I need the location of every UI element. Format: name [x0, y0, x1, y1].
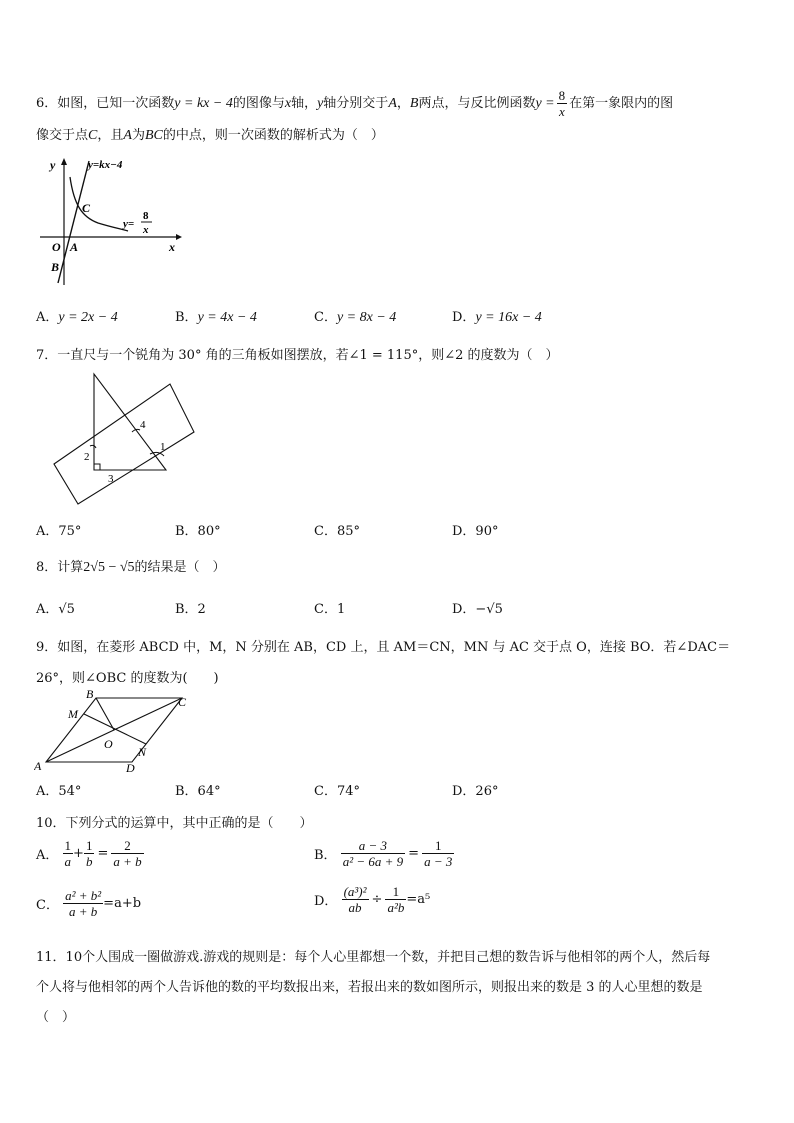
divide-sign: ÷ — [371, 892, 383, 907]
linear-function-line — [58, 161, 89, 283]
q8-text: 8．计算 — [36, 560, 84, 575]
q10-option-b[interactable] — [314, 838, 454, 869]
angle-2-arc — [90, 445, 96, 448]
q6-text: ， — [396, 96, 410, 111]
frac-den: a + b — [113, 854, 142, 869]
option-label: C． — [36, 898, 59, 913]
q8-option-a[interactable]: A．√5 — [36, 602, 75, 617]
plus-sign: + — [73, 846, 84, 861]
frac-den: b — [85, 854, 93, 869]
label-c: C — [178, 695, 187, 709]
q8-expression: 2√5 − √5 — [83, 560, 135, 575]
q6-graph-figure — [36, 155, 186, 290]
x-axis-arrow — [176, 234, 182, 240]
label-a: A — [34, 759, 42, 773]
q6-text: 像交于点 — [36, 128, 89, 143]
label-d: D — [126, 761, 135, 775]
q6-point-c: C — [88, 128, 98, 143]
q11-question-line2: 个人将与他相邻的两个人告诉他的数的平均数报出来，若报出来的数如图所示，则报出来的数是 3 的人心里想的数是 — [36, 980, 703, 995]
q9-question-line2: 26°，则∠OBC 的度数为( ) — [36, 671, 219, 686]
q9-option-d[interactable]: D．26° — [452, 784, 499, 799]
frac-num: a² + b² — [65, 888, 102, 903]
frac-den: a²b — [387, 900, 405, 915]
equals-sign: = — [408, 846, 420, 861]
frac-num: 8 — [558, 88, 566, 103]
q6-option-a[interactable] — [36, 306, 118, 326]
label-x: x — [169, 240, 175, 254]
q11-question-line3: （ ） — [36, 1010, 76, 1025]
option-label: B． — [314, 848, 337, 863]
frac-2-over-ab — [111, 838, 143, 869]
q7-question: 7．一直尺与一个锐角为 30° 角的三角板如图摆放，若∠1 = 115°，则∠2 的度数为（ ） — [36, 348, 559, 363]
q9-option-b[interactable]: B．64° — [175, 784, 221, 799]
q6-y: y — [317, 96, 324, 111]
q6-text: 6．如图，已知一次函数 — [36, 96, 175, 111]
q7-option-c[interactable]: C．85° — [314, 524, 360, 539]
label-o: O — [104, 737, 113, 751]
q8-option-d[interactable]: D．−√5 — [452, 602, 503, 617]
q6-inverse-fraction — [557, 88, 568, 119]
q7-option-d[interactable]: D．90° — [452, 524, 499, 539]
q9-rhombus-figure — [34, 686, 204, 776]
frac-lhs — [341, 838, 405, 869]
q7-option-a[interactable]: A．75° — [36, 524, 82, 539]
option-label: A． — [36, 310, 59, 325]
label-b: B — [86, 687, 94, 701]
equals-sign: = — [97, 846, 109, 861]
option-value: y = 8x − 4 — [336, 310, 397, 325]
label-c: C — [82, 201, 91, 215]
q6-line1 — [36, 88, 673, 119]
q6-text: 在第一象限内的图 — [569, 96, 674, 111]
frac-num: 1 — [385, 884, 406, 900]
frac-lhs — [342, 884, 369, 915]
q6-point-a: A — [388, 96, 397, 111]
q9-option-c[interactable]: C．74° — [314, 784, 360, 799]
q10-option-c[interactable] — [36, 888, 141, 919]
frac-num: 1 — [422, 838, 454, 854]
frac-den: a — [64, 854, 72, 869]
label-line: y=kx−4 — [88, 159, 123, 171]
label-curve-y: y= — [123, 218, 135, 230]
frac-num: 1 — [64, 838, 72, 853]
frac-num: 2 — [111, 838, 143, 854]
q7-ruler-triangle-figure — [50, 368, 200, 508]
q6-inverse-y: y = — [535, 96, 555, 111]
option-value: y = 2x − 4 — [58, 310, 118, 325]
q6-text: 的中点，则一次函数的解析式为（ ） — [162, 128, 384, 143]
q6-x: x — [284, 96, 292, 111]
q6-text: ，且 — [97, 128, 124, 143]
q11-question-line1: 11．10个人围成一圈做游戏.游戏的规则是：每个人心里都想一个数，并把目己想的数告诉与他相邻的两个人，然后每 — [36, 950, 711, 965]
ruler — [54, 384, 194, 504]
q9-question-line1: 9．如图，在菱形 ABCD 中，M，N 分别在 AB，CD 上，且 AM＝CN，MN 与 AC 交于点 O，连接 BO．若∠DAC＝ — [36, 640, 731, 655]
option-label: D． — [314, 894, 338, 909]
q8-text: 的结果是（ ） — [134, 560, 226, 575]
option-label: C． — [314, 310, 337, 325]
q10-option-d[interactable] — [314, 884, 430, 915]
label-a: A — [70, 240, 79, 254]
q8-option-b[interactable]: B．2 — [175, 602, 206, 617]
q6-text: 的图像与 — [232, 96, 285, 111]
q6-option-b[interactable] — [175, 306, 257, 326]
rhs-text: =a+b — [103, 896, 142, 911]
q6-text: 两点，与反比例函数 — [418, 96, 536, 111]
frac-1-over-a — [63, 838, 74, 869]
frac-rhs — [422, 838, 454, 869]
q6-option-d[interactable] — [452, 306, 542, 326]
segment-bo — [96, 698, 114, 730]
label-n: N — [138, 745, 147, 759]
label-1: 1 — [160, 441, 166, 453]
frac-den: a − 3 — [424, 854, 453, 869]
option-label: A． — [36, 848, 59, 863]
label-o: O — [52, 240, 61, 254]
option-value: y = 16x − 4 — [475, 310, 542, 325]
frac-den: a + b — [68, 904, 98, 919]
q6-point-a: A — [123, 128, 132, 143]
frac-num: 1 — [85, 838, 93, 853]
q6-text: 轴， — [291, 96, 318, 111]
y-axis-arrow — [61, 158, 67, 165]
q6-point-b: B — [409, 96, 419, 111]
label-2: 2 — [84, 451, 90, 463]
q7-option-b[interactable]: B．80° — [175, 524, 221, 539]
label-curve-den: x — [143, 224, 149, 236]
rhs-text: =a⁵ — [406, 892, 431, 907]
q6-option-c[interactable] — [314, 306, 396, 326]
q6-function: y = kx − 4 — [174, 96, 233, 111]
label-b: B — [51, 260, 60, 274]
q10-question: 10．下列分式的运算中，其中正确的是（ ） — [36, 816, 313, 831]
label-curve-num: 8 — [143, 210, 149, 222]
q10-option-a[interactable] — [36, 838, 144, 869]
q9-option-a[interactable]: A．54° — [36, 784, 82, 799]
q6-text: 轴分别交于 — [323, 96, 389, 111]
label-y: y — [50, 158, 56, 172]
frac-rhs — [385, 884, 406, 915]
q6-line2 — [36, 124, 384, 144]
label-4: 4 — [140, 419, 146, 431]
frac-num: (a³)² — [343, 884, 367, 899]
frac-den: a² − 6a + 9 — [342, 854, 404, 869]
option-label: D． — [452, 310, 476, 325]
frac-num: a − 3 — [341, 838, 405, 854]
label-m: M — [68, 707, 78, 721]
q6-segment-bc: BC — [144, 128, 163, 143]
q8-option-c[interactable]: C．1 — [314, 602, 346, 617]
option-value: y = 4x − 4 — [197, 310, 257, 325]
frac-den: x — [559, 104, 565, 119]
label-3: 3 — [108, 473, 114, 485]
frac-den: ab — [348, 900, 362, 915]
q8-question — [36, 556, 226, 576]
right-angle-mark — [94, 464, 100, 470]
option-label: B． — [175, 310, 198, 325]
set-square-triangle — [94, 374, 166, 470]
frac-lhs — [63, 888, 103, 919]
q6-text: 为 — [131, 128, 145, 143]
frac-1-over-b — [84, 838, 95, 869]
